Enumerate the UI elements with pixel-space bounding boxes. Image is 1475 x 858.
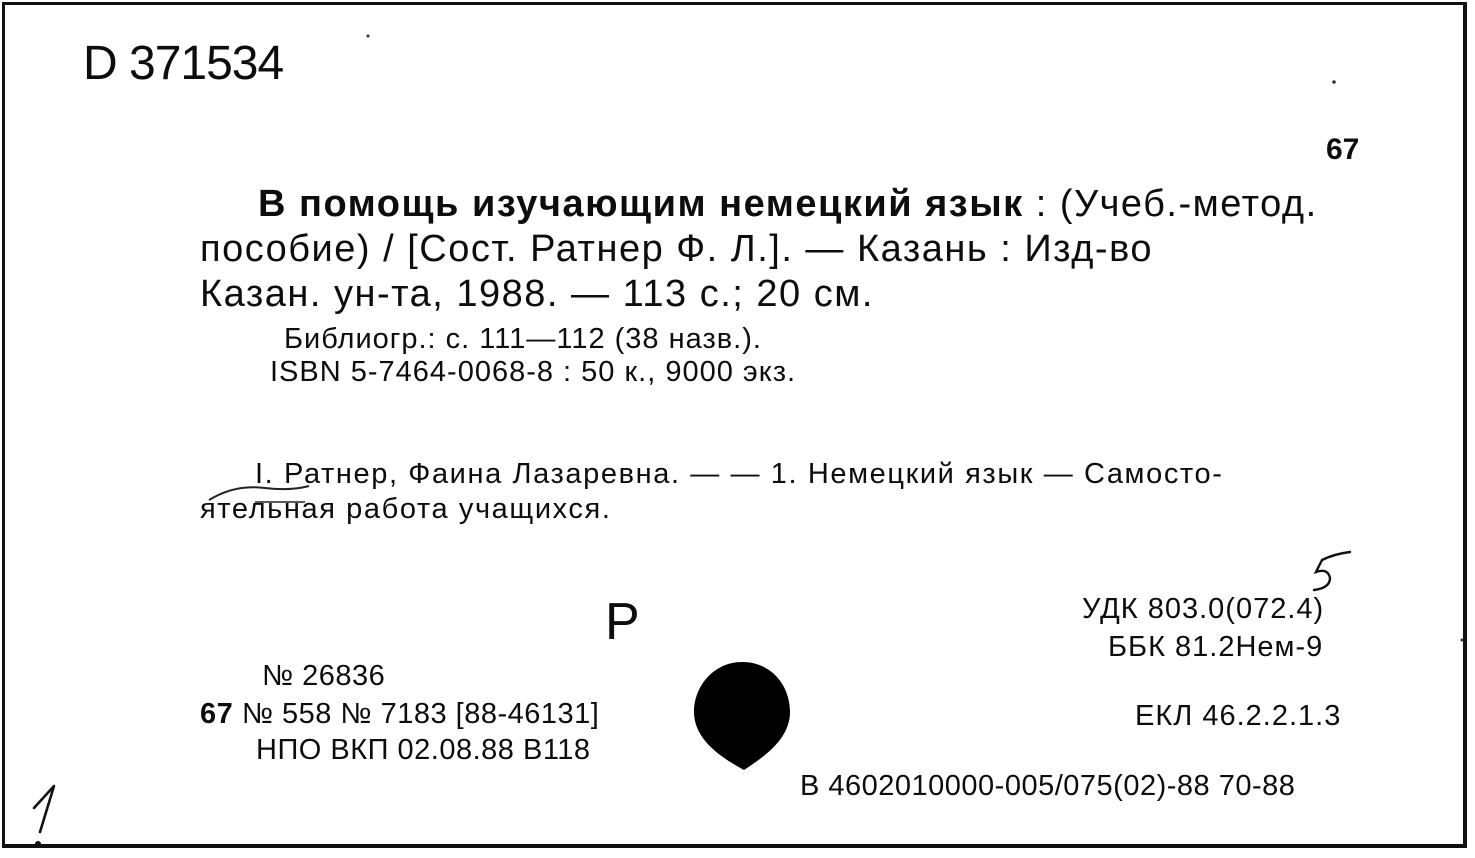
handwritten-five	[1294, 548, 1354, 596]
punch-hole	[692, 660, 792, 772]
card-number: № 26836	[262, 660, 386, 692]
corner-mark: 67	[1326, 133, 1360, 166]
udk-code: УДК 803.0(072.4)	[1082, 593, 1325, 625]
order-numbers	[200, 698, 599, 731]
isbn-note: ISBN 5-7464-0068-8 : 50 к., 9000 экз.	[270, 356, 797, 388]
r-mark: Р	[605, 593, 640, 651]
description-line-2: пособие) / [Сост. Ратнер Ф. Л.]. — Казань : Изд-во	[200, 228, 1153, 270]
shelf-code: D 371534	[83, 37, 284, 90]
order-prefix: 67	[200, 698, 234, 730]
bibliography-note: Библиогр.: с. 111—112 (38 назв.).	[284, 323, 762, 355]
tracing-line-1: I. Ратнер, Фаина Лазаревна. — — 1. Немецкий язык — Самосто-	[255, 458, 1224, 490]
order-rest: № 558 № 7183 [88-46131]	[233, 698, 600, 730]
bbk-code: ББК 81.2Нем-9	[1108, 631, 1324, 663]
tracing-line-2: ятельная работа учащихся.	[200, 493, 612, 525]
description-line-1	[258, 183, 1318, 226]
ekl-code: ЕКЛ 46.2.2.1.3	[1135, 700, 1342, 732]
publication-code: В 4602010000-005/075(02)-88 70-88	[800, 770, 1296, 802]
book-title: В помощь изучающим немецкий язык	[258, 183, 1024, 225]
pencil-arc-mark	[205, 482, 315, 504]
title-qualifier: : (Учеб.-метод.	[1023, 183, 1318, 225]
handwritten-one	[28, 780, 68, 852]
printer-line: НПО ВКП 02.08.88 В118	[256, 734, 591, 766]
description-line-3: Казан. ун-та, 1988. — 113 с.; 20 см.	[200, 273, 874, 315]
